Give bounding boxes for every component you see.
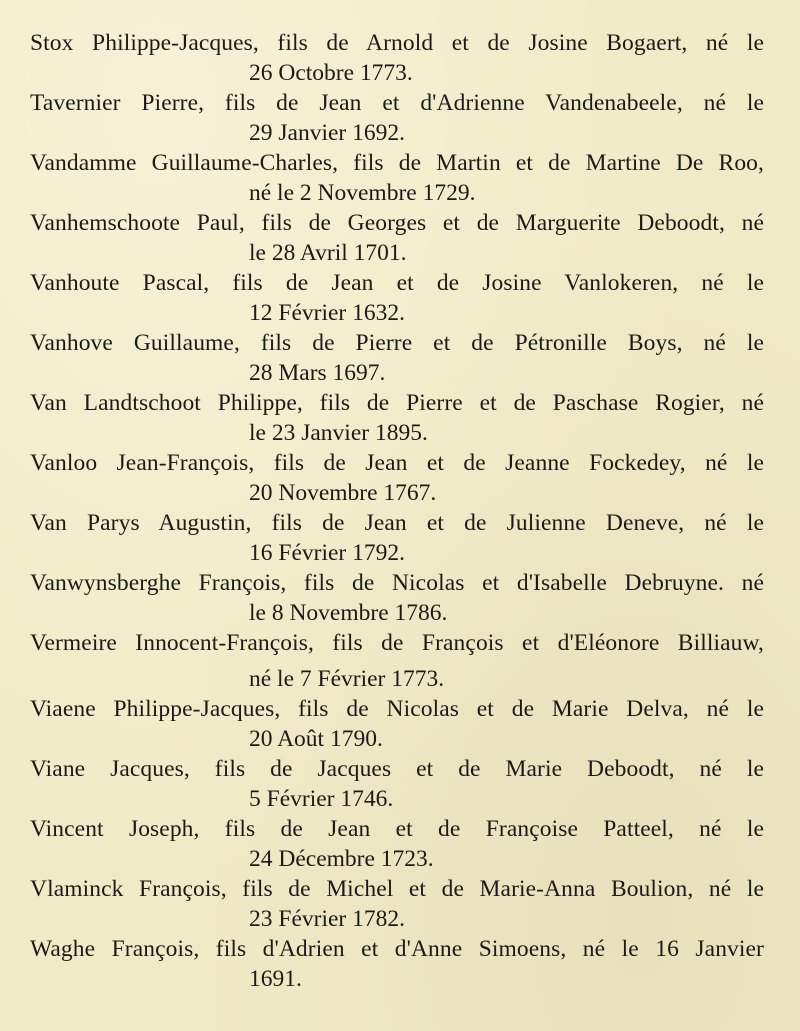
entry-vanhemschoote — [0, 208, 800, 268]
entry-birth-date: 29 Janvier 1692. — [249, 120, 405, 146]
entry-text: Vandamme Guillaume-Charles, fils de Martin et de Martine De Roo, — [30, 150, 764, 176]
entry-stox — [0, 28, 800, 88]
entry-text: Vermeire Innocent-François, fils de François et d'Eléonore Billiauw, — [30, 630, 764, 656]
entry-text: Vanhove Guillaume, fils de Pierre et de Pétronille Boys, né le — [30, 330, 764, 356]
entry-text: Van Landtschoot Philippe, fils de Pierre et de Paschase Rogier, né — [30, 390, 764, 416]
entry-birth-date: 5 Février 1746. — [249, 786, 394, 812]
entry-birth-date: 16 Février 1792. — [249, 540, 405, 566]
entry-tavernier — [0, 88, 800, 148]
entry-birth-date: né le 2 Novembre 1729. — [249, 180, 476, 206]
entry-birth-date: le 28 Avril 1701. — [249, 240, 407, 266]
entry-birth-date: 20 Novembre 1767. — [249, 480, 437, 506]
entry-viane — [0, 754, 800, 814]
entry-text: Van Parys Augustin, fils de Jean et de Julienne Deneve, né le — [30, 510, 764, 536]
entry-vlaminck — [0, 874, 800, 934]
entry-text: Vanhoute Pascal, fils de Jean et de Josine Vanlokeren, né le — [30, 270, 764, 296]
entry-van-landtschoot — [0, 388, 800, 448]
entry-birth-date: 26 Octobre 1773. — [249, 60, 413, 86]
entry-text: Vlaminck François, fils de Michel et de Marie-Anna Boulion, né le — [30, 876, 764, 902]
entry-text: Vanloo Jean-François, fils de Jean et de Jeanne Fockedey, né le — [30, 450, 764, 476]
entry-text: Vanwynsberghe François, fils de Nicolas et d'Isabelle Debruyne. né — [30, 570, 764, 596]
entry-birth-date: 1691. — [249, 966, 302, 992]
entry-van-parys — [0, 508, 800, 568]
entry-waghe — [0, 934, 800, 994]
entry-text: Waghe François, fils d'Adrien et d'Anne Simoens, né le 16 Janvier — [30, 936, 764, 962]
entry-birth-date: 12 Février 1632. — [249, 300, 405, 326]
entry-birth-date: 23 Février 1782. — [249, 906, 405, 932]
entry-birth-date: le 8 Novembre 1786. — [249, 600, 448, 626]
entry-vanwynsberghe — [0, 568, 800, 628]
entry-viaene — [0, 694, 800, 754]
entry-text: Stox Philippe-Jacques, fils de Arnold et de Josine Bogaert, né le — [30, 30, 764, 56]
entry-vanhove — [0, 328, 800, 388]
entry-vermeire — [0, 628, 800, 694]
entry-text: Vanhemschoote Paul, fils de Georges et de Marguerite Deboodt, né — [30, 210, 764, 236]
entry-birth-date: né le 7 Février 1773. — [249, 666, 445, 692]
entry-vandamme — [0, 148, 800, 208]
entry-vanloo — [0, 448, 800, 508]
entry-vincent — [0, 814, 800, 874]
entry-birth-date: le 23 Janvier 1895. — [249, 420, 428, 446]
entry-text: Tavernier Pierre, fils de Jean et d'Adrienne Vandenabeele, né le — [30, 90, 764, 116]
entry-text: Viaene Philippe-Jacques, fils de Nicolas et de Marie Delva, né le — [30, 696, 764, 722]
entry-text: Viane Jacques, fils de Jacques et de Marie Deboodt, né le — [30, 756, 764, 782]
entry-birth-date: 24 Décembre 1723. — [249, 846, 434, 872]
entry-vanhoute — [0, 268, 800, 328]
entry-birth-date: 20 Août 1790. — [249, 726, 383, 752]
entry-text: Vincent Joseph, fils de Jean et de Françoise Patteel, né le — [30, 816, 764, 842]
entry-birth-date: 28 Mars 1697. — [249, 360, 386, 386]
